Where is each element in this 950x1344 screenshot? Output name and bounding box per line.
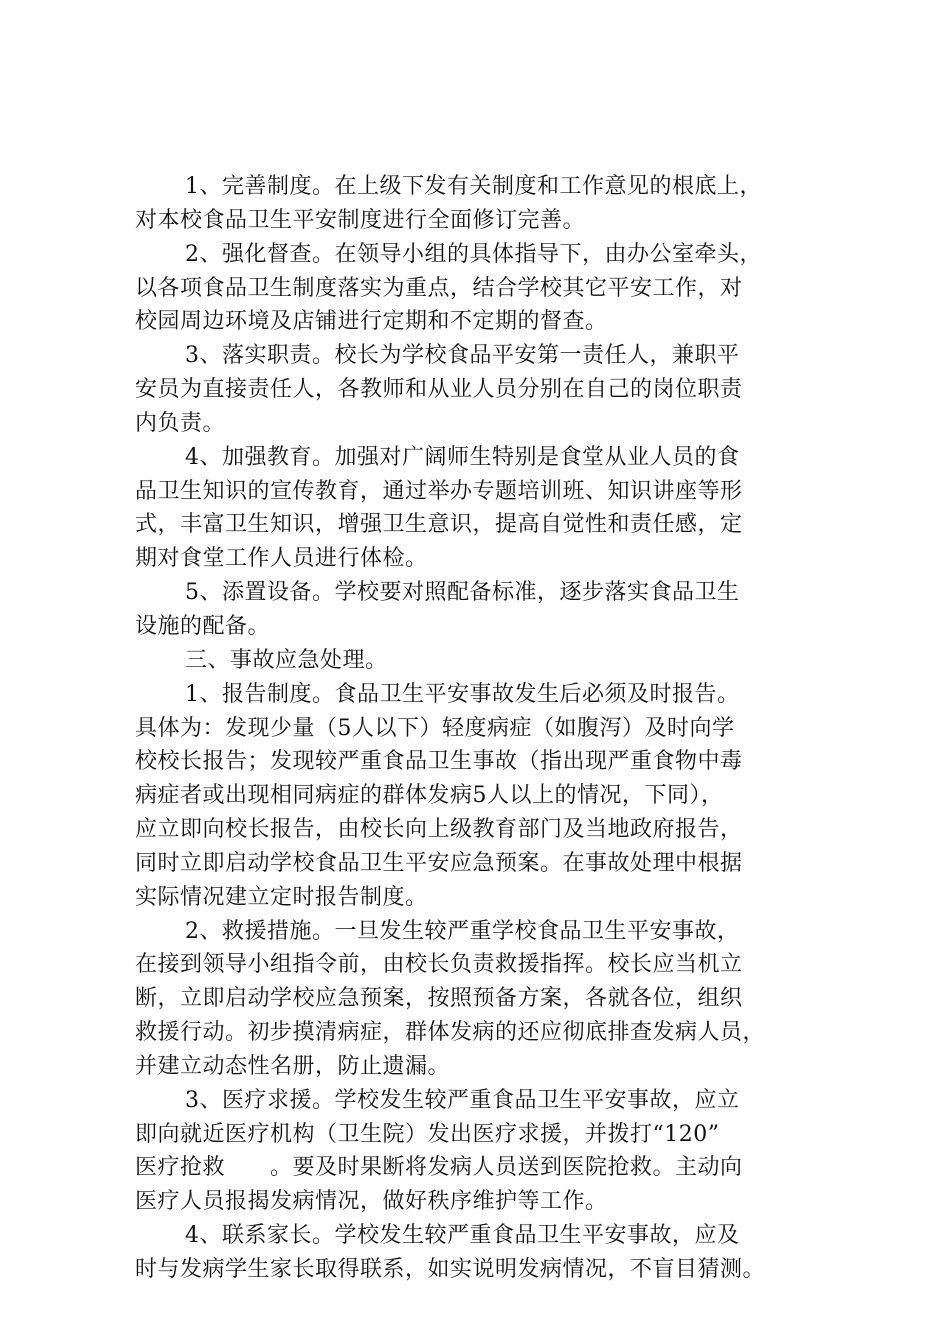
text-line: 5、添置设备。学校要对照配备标准，逐步落实食品卫生 bbox=[185, 580, 740, 606]
text-line: 应立即向校长报告，由校长向上级教育部门及当地政府报告， bbox=[135, 817, 743, 843]
text-line: 内负责。 bbox=[135, 410, 226, 436]
text-line: 3、医疗求援。学校发生较严重食品卫生平安事故，应立 bbox=[185, 1087, 740, 1113]
text-line: 对本校食品卫生平安制度进行全面修订完善。 bbox=[135, 207, 586, 233]
text-line: 2、救援措施。一旦发生较严重学校食品卫生平安事故， bbox=[185, 918, 740, 944]
text-line: 时与发病学生家长取得联系，如实说明发病情况，不盲目猜测。 bbox=[135, 1257, 766, 1282]
text-line: 安员为直接责任人，各教师和从业人员分别在自己的岗位职责 bbox=[135, 377, 743, 403]
text-line: 具体为：发现少量（5人以下）轻度病症（如腹泻）及时向学 bbox=[135, 715, 735, 741]
text-line: 1、完善制度。在上级下发有关制度和工作意见的根底上， bbox=[185, 174, 762, 199]
text-line: 期对食堂工作人员进行体检。 bbox=[135, 546, 428, 572]
text-line: 并建立动态性名册，防止遗漏。 bbox=[135, 1053, 451, 1079]
text-line: 3、落实职责。校长为学校食品平安第一责任人，兼职平 bbox=[185, 343, 740, 369]
text-line: 断，立即启动学校应急预案，按照预备方案，各就各位，组织 bbox=[135, 986, 743, 1012]
text-line: 校校长报告；发现较严重食品卫生事故（指出现严重食物中毒 bbox=[135, 749, 743, 775]
text-line: 同时立即启动学校食品卫生平安应急预案。在事故处理中根据 bbox=[135, 850, 743, 876]
text-line: 2、强化督查。在领导小组的具体指导下，由办公室牵头， bbox=[185, 241, 762, 267]
text-line: 医疗抢救 。要及时果断将发病人员送到医院抢救。主动向 bbox=[135, 1155, 743, 1181]
text-line: 在接到领导小组指令前，由校长负责救援指挥。校长应当机立 bbox=[135, 952, 743, 978]
text-line: 校园周边环境及店铺进行定期和不定期的督查。 bbox=[135, 309, 608, 335]
section-heading: 三、事故应急处理。 bbox=[185, 647, 388, 673]
text-line: 救援行动。初步摸清病症，群体发病的还应彻底排查发病人员， bbox=[135, 1020, 766, 1046]
text-line: 4、加强教育。加强对广阔师生特别是食堂从业人员的食 bbox=[185, 444, 740, 470]
text-line: 式，丰富卫生知识，增强卫生意识，提高自觉性和责任感，定 bbox=[135, 512, 743, 538]
text-line: 1、报告制度。食品卫生平安事故发生后必须及时报告。 bbox=[185, 681, 740, 707]
document-body bbox=[135, 170, 820, 1287]
text-line: 设施的配备。 bbox=[135, 613, 271, 639]
text-line: 病症者或出现相同病症的群体发病5人以上的情况，下同）， bbox=[135, 783, 724, 809]
text-line: 品卫生知识的宣传教育，通过举办专题培训班、知识讲座等形 bbox=[135, 478, 743, 504]
text-line: 以各项食品卫生制度落实为重点，结合学校其它平安工作，对 bbox=[135, 275, 743, 301]
text-line: 医疗人员报揭发病情况，做好秩序维护等工作。 bbox=[135, 1189, 608, 1215]
text-line: 实际情况建立定时报告制度。 bbox=[135, 884, 428, 910]
text-line: 4、联系家长。学校发生较严重食品卫生平安事故，应及 bbox=[185, 1223, 740, 1249]
text-line: 即向就近医疗机构（卫生院）发出医疗求援，并拨打“120” bbox=[135, 1121, 720, 1147]
